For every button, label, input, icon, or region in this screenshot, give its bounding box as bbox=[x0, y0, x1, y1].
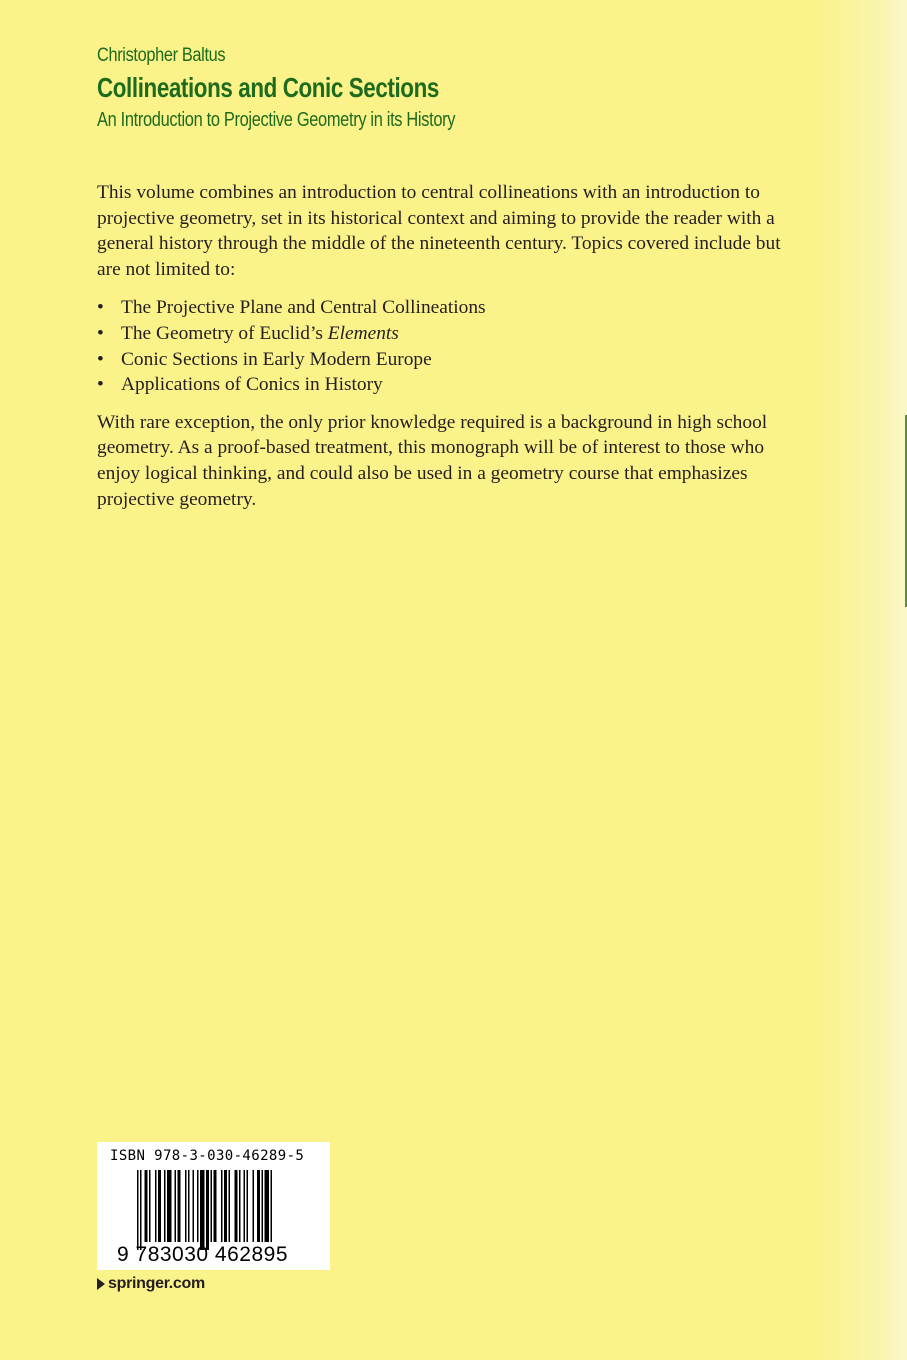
isbn-label: ISBN 978-3-030-46289-5 bbox=[110, 1148, 305, 1164]
description bbox=[97, 180, 797, 512]
book-title: Collineations and Conic Sections bbox=[97, 72, 439, 103]
barcode-digits: 9 783030 462895 bbox=[117, 1243, 288, 1266]
spine-edge-shade bbox=[812, 0, 907, 1360]
topics-list bbox=[97, 295, 797, 397]
bullet-icon: • bbox=[97, 374, 104, 396]
list-item bbox=[97, 372, 797, 398]
list-item bbox=[97, 347, 797, 373]
triangle-arrow-icon bbox=[97, 1278, 105, 1290]
intro-paragraph: This volume combines an introduction to central collineations with an introduction to projective geometry, set in its historical context and aiming to provide the reader with a general history through the middle of the nineteenth century. Topics covered include but are not limited to: bbox=[97, 182, 781, 280]
topic-text: Conic Sections in Early Modern Europe bbox=[121, 348, 432, 370]
book-subtitle: An Introduction to Projective Geometry in its History bbox=[97, 109, 456, 131]
barcode-bars bbox=[105, 1170, 321, 1250]
bullet-icon: • bbox=[97, 297, 104, 319]
topic-italic: Elements bbox=[327, 322, 399, 344]
list-item bbox=[97, 295, 797, 321]
author-name: Christopher Baltus bbox=[97, 45, 226, 66]
isbn-barcode bbox=[97, 1142, 330, 1270]
topic-text: Applications of Conics in History bbox=[121, 374, 383, 396]
outro-paragraph: With rare exception, the only prior knowledge required is a background in high school geometry. As a proof-based treatment, this monograph will be of interest to those who enjoy logical thinking, and could also be used in a geometry course that emphasizes projective geometry. bbox=[97, 411, 768, 510]
topic-text: The Projective Plane and Central Collineations bbox=[121, 297, 486, 319]
bullet-icon: • bbox=[97, 322, 104, 344]
publisher-link[interactable] bbox=[97, 1275, 205, 1293]
bullet-icon: • bbox=[97, 348, 104, 370]
topic-text: The Geometry of Euclid’s bbox=[121, 322, 328, 344]
list-item bbox=[97, 321, 797, 347]
publisher-url: springer.com bbox=[108, 1275, 205, 1292]
